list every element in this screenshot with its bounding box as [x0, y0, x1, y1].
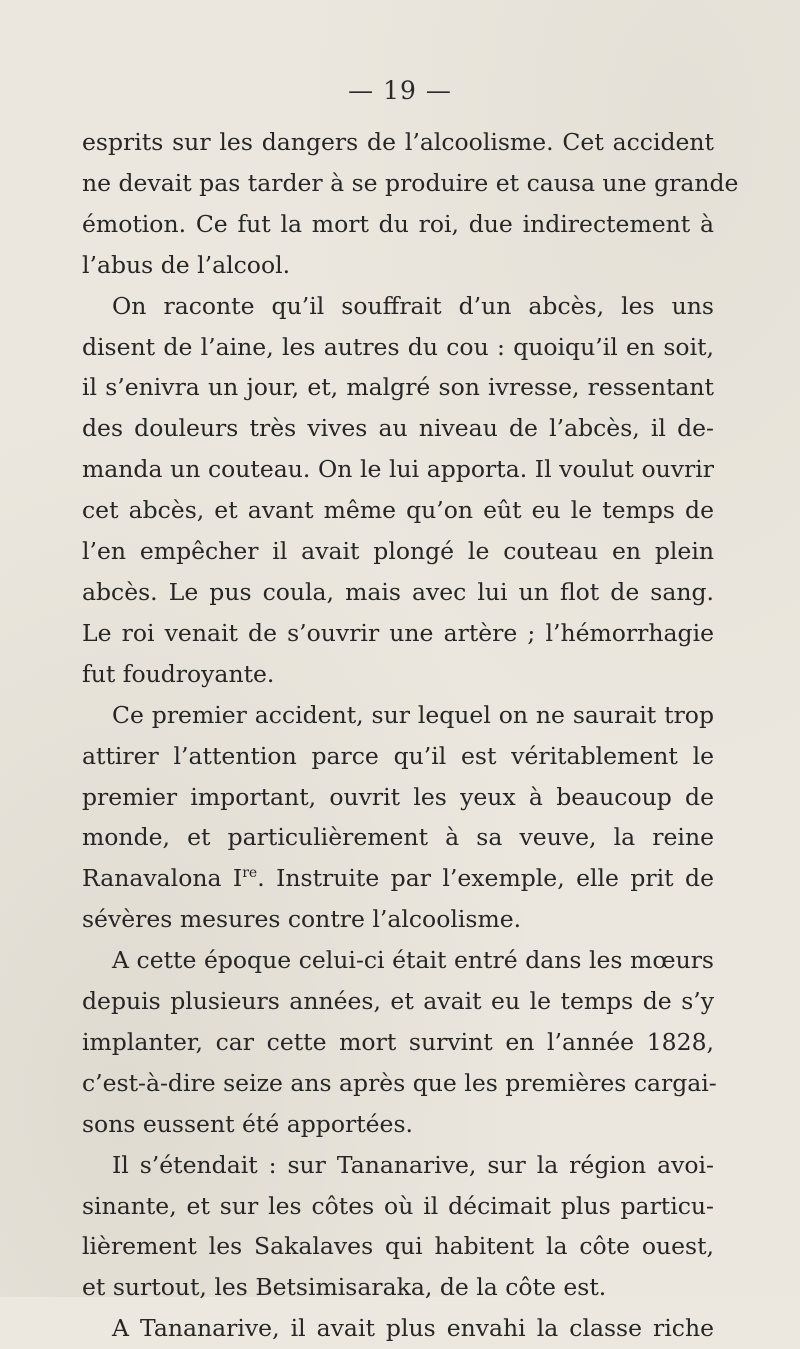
paragraph [82, 940, 717, 1145]
text-line: et surtout, les Betsimisaraka, de la côte est. [82, 1273, 607, 1302]
text-line: Ce premier accident, sur lequel on ne saurait trop [112, 700, 714, 729]
text-fragment: . Instruite par l’exemple, elle prit de [257, 864, 714, 893]
text-line: disent de l’aine, les autres du cou : quoiqu’il en soit, [82, 332, 714, 361]
text-line: implanter, car cette mort survint en l’année 1828, [82, 1027, 714, 1056]
text-line: depuis plusieurs années, et avait eu le temps de s’y [82, 987, 714, 1016]
text-line: il s’enivra un jour, et, malgré son ivresse, ressentant [82, 373, 714, 402]
text-line: manda un couteau. On le lui apporta. Il voulut ouvrir [82, 455, 714, 484]
text-line: ne devait pas tarder à se produire et causa une grande [82, 168, 739, 197]
paragraph [82, 286, 714, 695]
text-line: Il s’étendait : sur Tananarive, sur la région avoi- [112, 1150, 714, 1179]
paragraph [82, 695, 714, 940]
text-line: On raconte qu’il souffrait d’un abcès, les uns [112, 291, 714, 320]
text-line: A cette époque celui-ci était entré dans les mœurs [112, 946, 714, 975]
text-fragment: Ranavalona I [82, 864, 243, 893]
text-line: fut foudroyante. [82, 659, 275, 688]
text-line: lièrement les Sakalaves qui habitent la côte ouest, [82, 1232, 714, 1261]
text-line: Le roi venait de s’ouvrir une artère ; l’hémorrhagie [82, 618, 714, 647]
text-line: sévères mesures contre l’alcoolisme. [82, 905, 522, 934]
text-line: attirer l’attention parce qu’il est véritablement le [82, 741, 714, 770]
paragraph [82, 1308, 714, 1349]
text-line: premier important, ouvrit les yeux à beaucoup de [82, 782, 714, 811]
text-line: sons eussent été apportées. [82, 1109, 413, 1138]
text-line: monde, et particulièrement à sa veuve, la reine [82, 823, 714, 852]
text-line: l’abus de l’alcool. [82, 250, 291, 279]
text-line: cet abcès, et avant même qu’on eût eu le temps de [82, 496, 714, 525]
page-number: — 19 — [348, 76, 452, 105]
text-line: des douleurs très vives au niveau de l’abcès, il de- [82, 414, 714, 443]
text-line [82, 858, 714, 899]
text-line: esprits sur les dangers de l’alcoolisme. Cet accident [82, 128, 714, 156]
paragraph [82, 1145, 714, 1309]
text-line: A Tananarive, il avait plus envahi la classe riche [112, 1314, 714, 1343]
paragraph [82, 122, 739, 286]
text-line: sinante, et sur les côtes où il décimait plus particu- [82, 1191, 714, 1220]
text-line: c’est-à-dire seize ans après que les premières cargai- [82, 1068, 717, 1097]
body-text [82, 122, 739, 1349]
text-line: émotion. Ce fut la mort du roi, due indirectement à [82, 209, 714, 238]
superscript: re [242, 865, 258, 882]
text-line: abcès. Le pus coula, mais avec lui un flot de sang. [82, 577, 714, 606]
text-line: l’en empêcher il avait plongé le couteau en plein [82, 537, 714, 566]
